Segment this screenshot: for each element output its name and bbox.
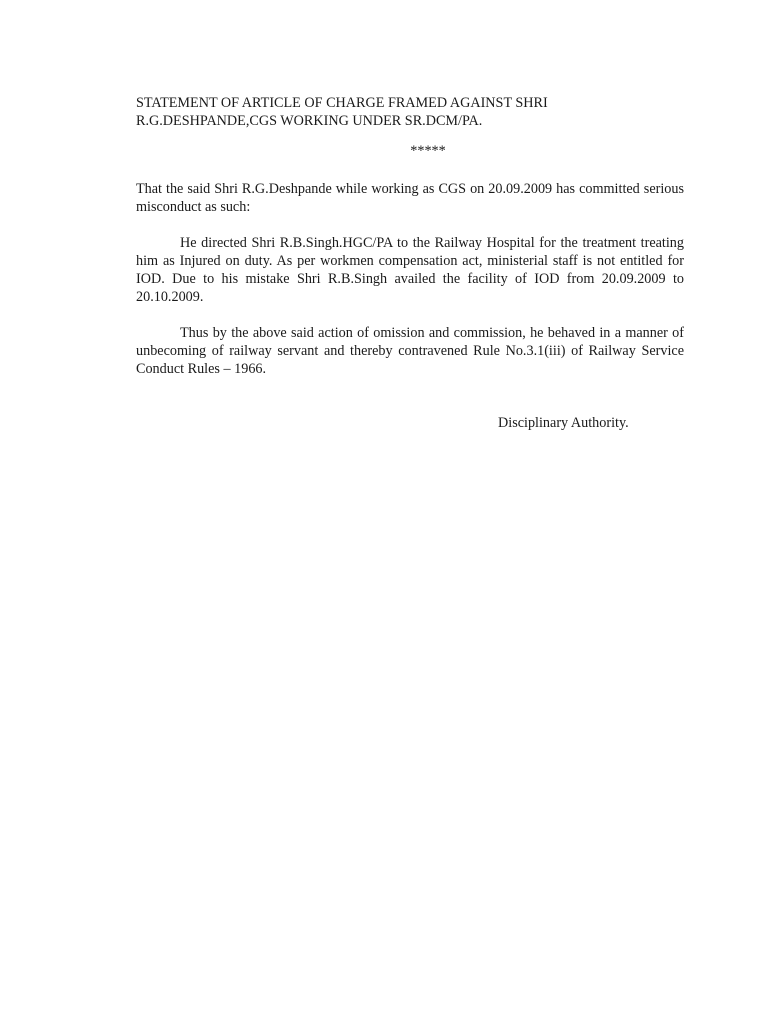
paragraph-details: He directed Shri R.B.Singh.HGC/PA to the Railway Hospital for the treatment treating him as Injured on duty. As per workmen compensation act, ministerial staff is not entitled for IOD. Due to his mistake Shri R.B.Singh availed the facility of IOD from 20.09.2009 to 20.10.2009. [136,235,684,305]
paragraph-conclusion: Thus by the above said action of omission and commission, he behaved in a manner of unbecoming of railway servant and thereby contravened Rule No.3.1(iii) of Railway Service Conduct Rules – 1966. [136,325,684,377]
signature-disciplinary-authority: Disciplinary Authority. [498,415,629,431]
title-line-1: STATEMENT OF ARTICLE OF CHARGE FRAMED AGAINST SHRI [136,95,548,111]
separator-asterisks: ***** [410,143,446,159]
title-line-2: R.G.DESHPANDE,CGS WORKING UNDER SR.DCM/PA. [136,113,483,129]
document-title [136,94,684,130]
document-body [136,94,684,378]
paragraph-intro: That the said Shri R.G.Deshpande while working as CGS on 20.09.2009 has committed serious misconduct as such: [136,181,684,215]
